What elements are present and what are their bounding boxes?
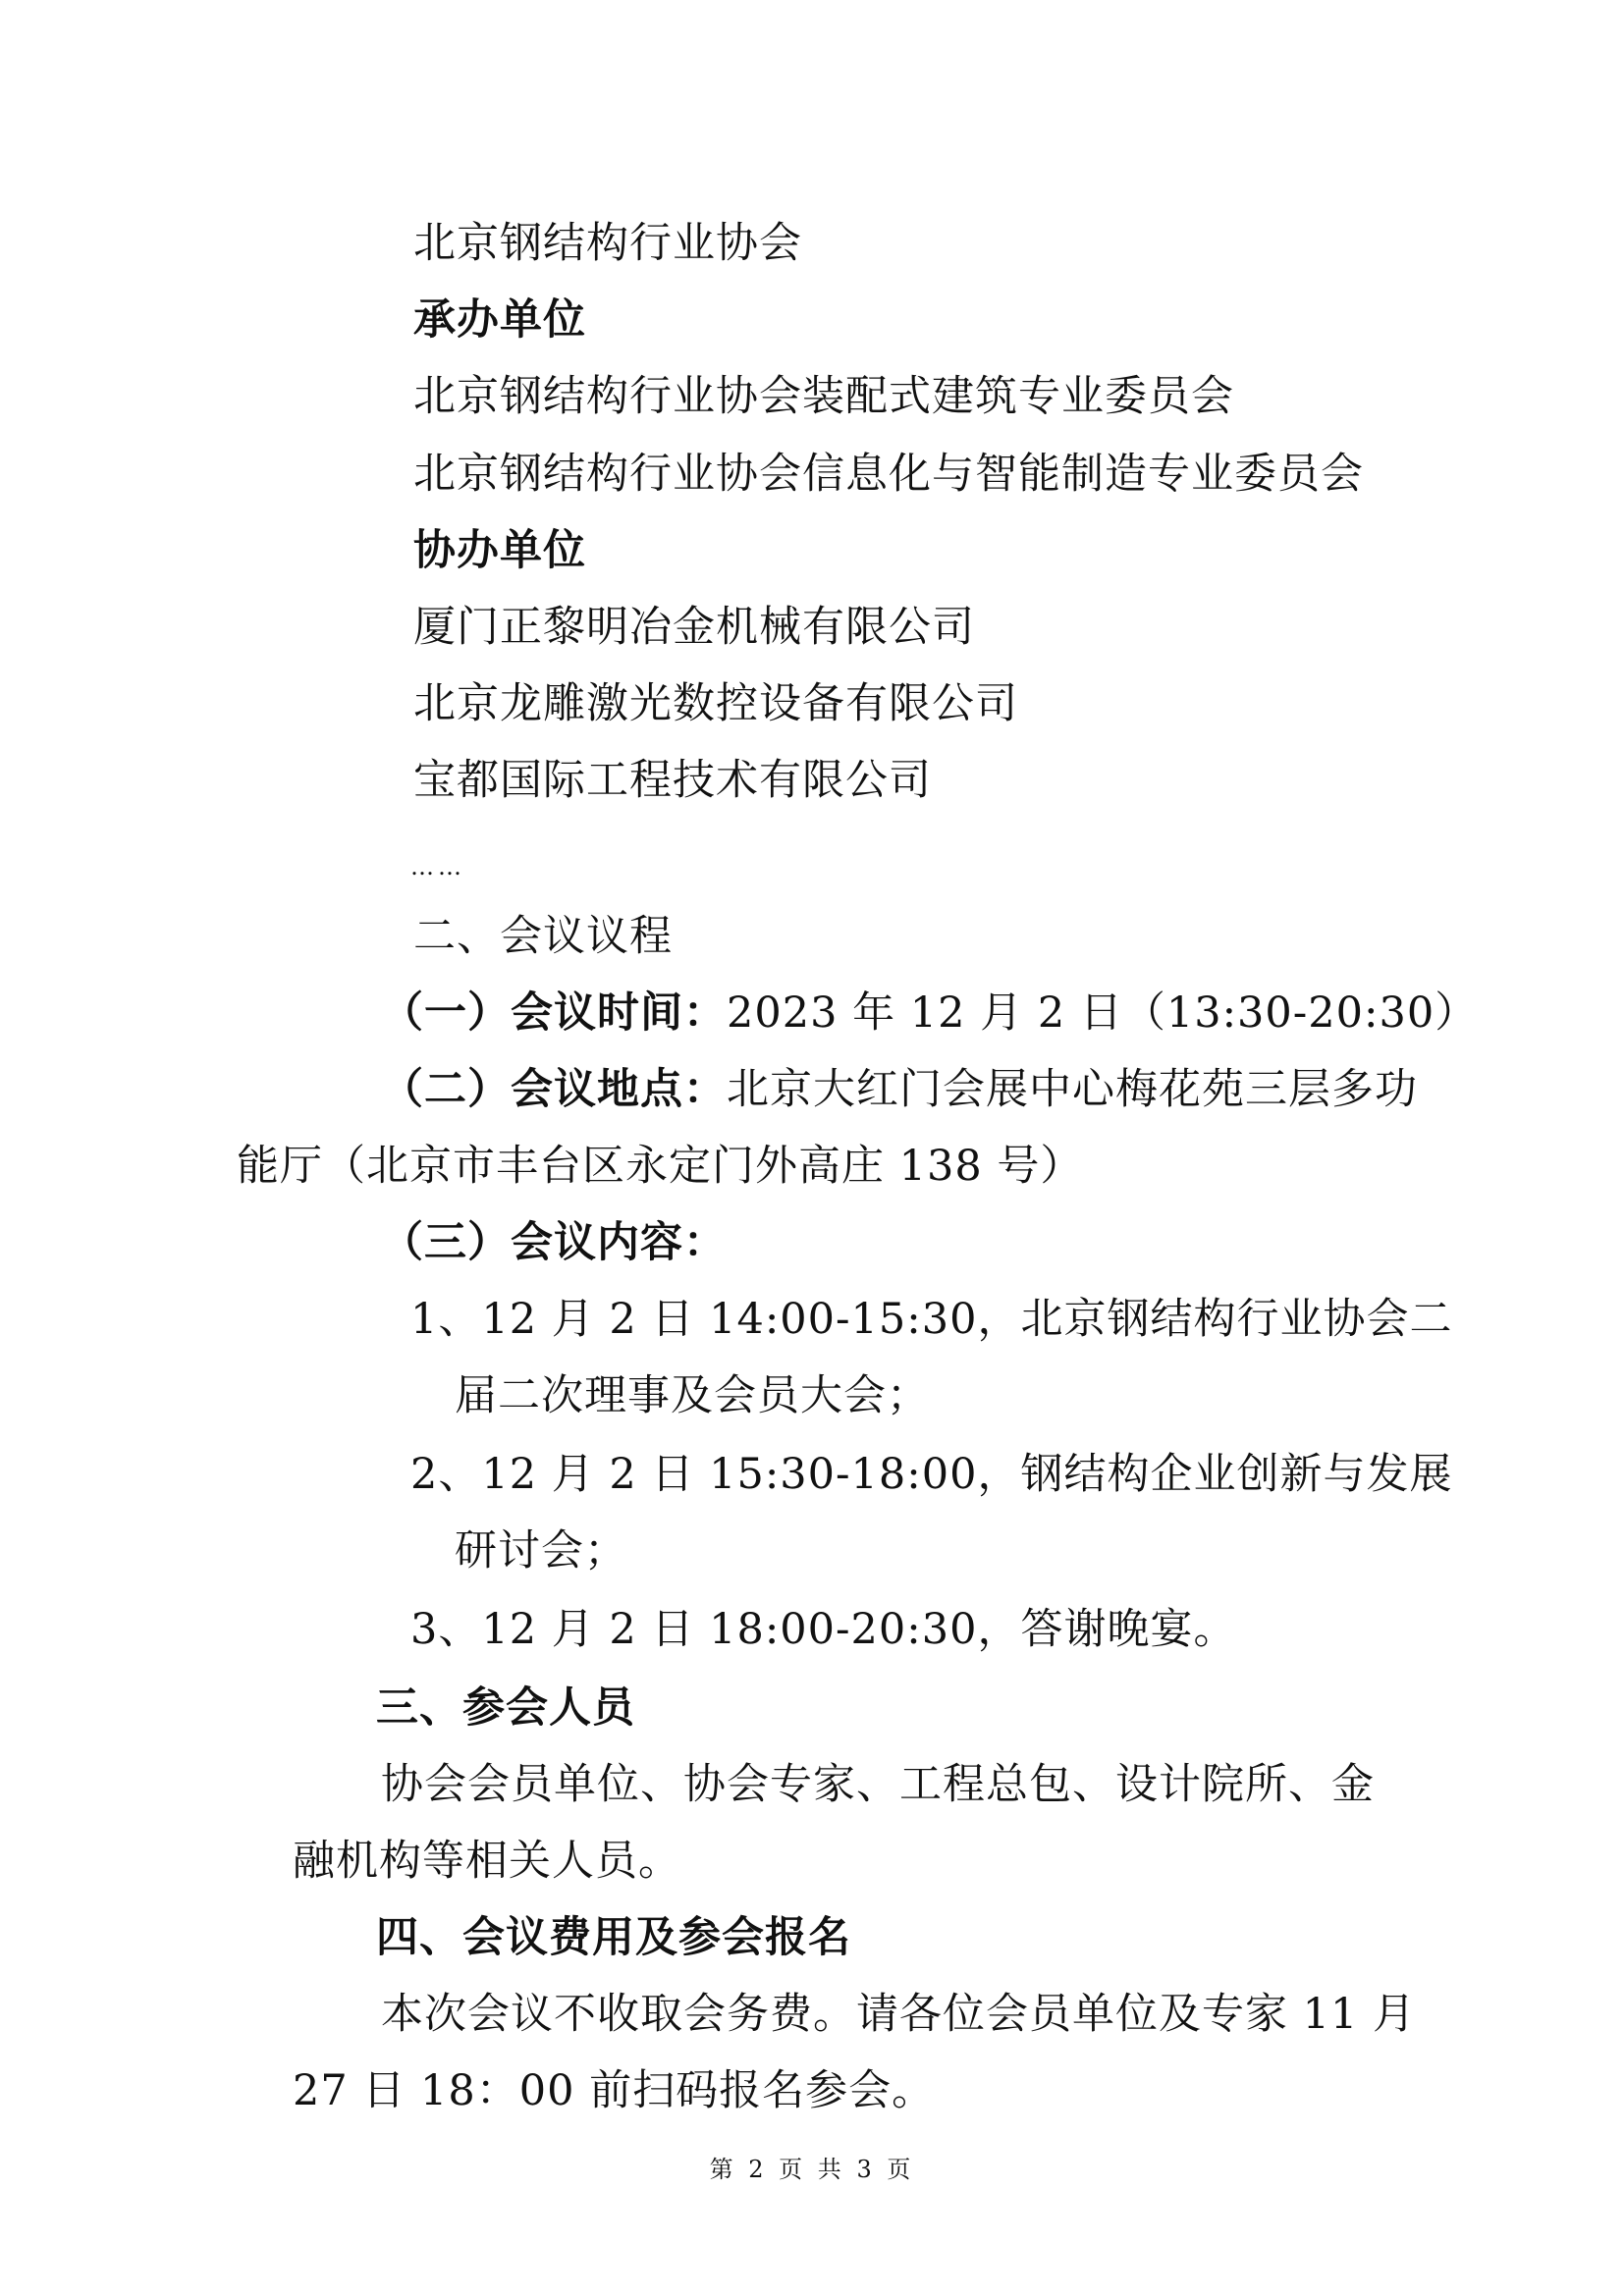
meeting-place (381, 1062, 1418, 1117)
agenda-item: 3、12 月 2 日 18:00-20:30，答谢晚宴。 (410, 1605, 1237, 1654)
host-item: 北京钢结构行业协会信息化与智能制造专业委员会 (413, 450, 1364, 499)
agenda-item-cont: 届二次理事及会员大会； (455, 1371, 930, 1420)
agenda-item-cont: 研讨会； (455, 1526, 627, 1575)
meeting-time-value: 2023 年 12 月 2 日（13:30-20:30） (727, 988, 1479, 1038)
fees-heading: 四、会议费用及参会报名 (376, 1913, 851, 1962)
agenda-item: 1、12 月 2 日 14:00-15:30，北京钢结构行业协会二 (410, 1295, 1453, 1344)
fees-text: 本次会议不收取会务费。请各位会员单位及专家 11 月 (381, 1990, 1417, 2039)
meeting-place-cont: 能厅（北京市丰台区永定门外高庄 138 号） (237, 1142, 1084, 1191)
fees-text-cont: 27 日 18：00 前扫码报名参会。 (293, 2066, 936, 2115)
attendees-text: 协会会员单位、协会专家、工程总包、设计院所、金 (381, 1760, 1375, 1809)
co-organizer-item: 北京龙雕激光数控设备有限公司 (413, 679, 1018, 728)
meeting-time (381, 986, 1478, 1041)
host-item: 北京钢结构行业协会装配式建筑专业委员会 (413, 372, 1234, 421)
page-number-footer: 第 2 页 共 3 页 (709, 2156, 915, 2183)
ellipsis: …… (410, 853, 465, 881)
meeting-time-label: （一）会议时间： (381, 988, 727, 1038)
meeting-place-value: 北京大红门会展中心梅花苑三层多功 (727, 1065, 1418, 1114)
co-organizer-item: 宝都国际工程技术有限公司 (413, 756, 932, 805)
attendees-heading: 三、参会人员 (376, 1683, 635, 1733)
co-organizer-heading: 协办单位 (413, 526, 586, 575)
attendees-text-cont: 融机构等相关人员。 (293, 1837, 681, 1886)
co-organizer-item: 厦门正黎明冶金机械有限公司 (413, 603, 975, 652)
agenda-heading: 二、会议议程 (413, 912, 673, 961)
meeting-content-label: （三）会议内容： (381, 1218, 727, 1267)
organizer-name: 北京钢结构行业协会 (413, 219, 802, 268)
agenda-item: 2、12 月 2 日 15:30-18:00，钢结构企业创新与发展 (410, 1450, 1453, 1499)
meeting-place-label: （二）会议地点： (381, 1065, 727, 1114)
host-heading: 承办单位 (413, 295, 586, 345)
